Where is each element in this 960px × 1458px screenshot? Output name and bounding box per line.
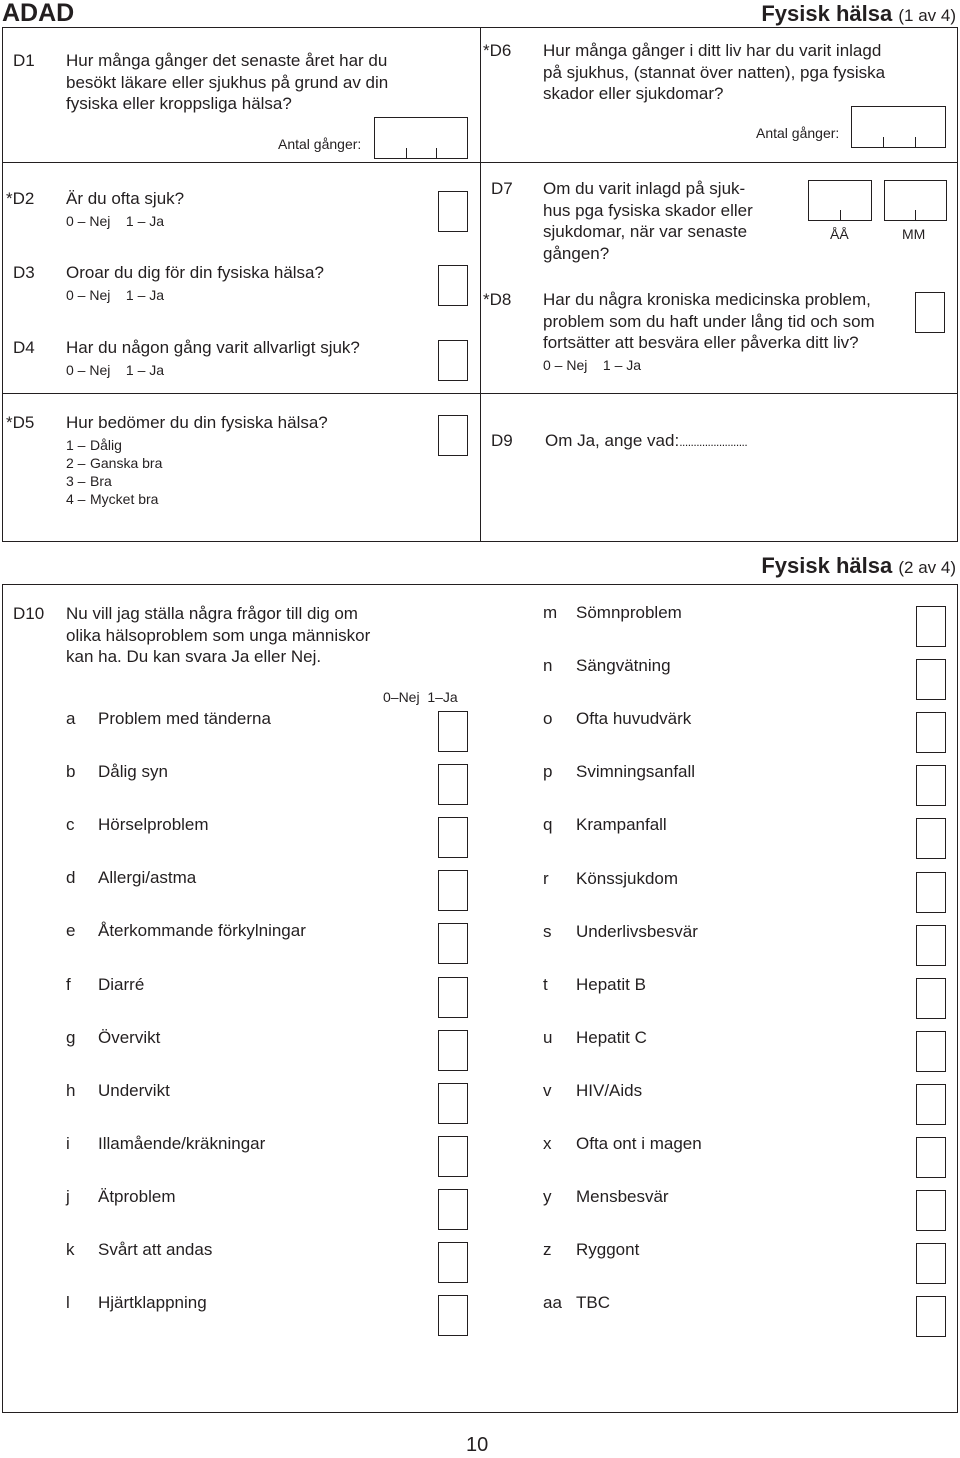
answer-box[interactable] — [916, 712, 946, 753]
digit-separator — [436, 148, 437, 158]
answer-box[interactable] — [438, 817, 468, 858]
answer-box[interactable] — [438, 764, 468, 805]
question-id: D4 — [13, 338, 35, 357]
answer-box-d5[interactable] — [438, 415, 468, 456]
item-letter: f — [66, 974, 71, 994]
answer-box-d4[interactable] — [438, 340, 468, 381]
answer-box[interactable] — [916, 1084, 946, 1125]
item-letter: i — [66, 1133, 70, 1153]
answer-box-d8[interactable] — [915, 292, 945, 333]
section-page-indicator: (1 av 4) — [898, 6, 956, 25]
answer-options: 0 – Nej 1 – Ja — [66, 362, 165, 378]
item-letter: k — [66, 1240, 75, 1259]
question-id: D1 — [13, 51, 35, 70]
item-label: TBC — [576, 1293, 610, 1313]
page-number: 10 — [466, 1434, 489, 1456]
item-label: Svårt att andas — [98, 1240, 213, 1259]
item-label: Hepatit B — [576, 974, 646, 994]
item-letter: r — [543, 868, 549, 888]
answer-box[interactable] — [438, 711, 468, 752]
answer-options: 0 – Nej 1 – Ja — [543, 357, 642, 373]
question-text: Nu vill jag ställa några frågor till dig om olika hälsoproblem som unga människor kan ha. Du kan svara Ja eller Nej. — [66, 604, 371, 666]
item-letter: n — [543, 656, 553, 676]
question-text: Har du några kroniska medicinska problem, problem som du haft under lång tid och som fortsätter att besvära eller påverka ditt liv? — [543, 290, 875, 352]
question-id: D3 — [13, 263, 35, 282]
question-text: Hur många gånger det senaste året har du besökt läkare eller sjukhus på grund av din fysiska eller kroppsliga hälsa? — [66, 51, 389, 113]
answer-box[interactable] — [916, 765, 946, 806]
item-letter: h — [66, 1080, 76, 1100]
item-label: Problem med tänderna — [98, 709, 271, 728]
item-letter: y — [543, 1187, 552, 1207]
item-label: Underlivsbesvär — [576, 921, 698, 941]
count-label: Antal gånger: — [756, 125, 840, 141]
answer-box[interactable] — [916, 1243, 946, 1284]
answer-options-list — [66, 436, 162, 508]
answer-box[interactable] — [916, 978, 946, 1019]
answer-box[interactable] — [916, 925, 946, 966]
column-divider — [480, 27, 481, 542]
item-label: Dålig syn — [98, 762, 168, 782]
item-label: Hörselproblem — [98, 815, 209, 835]
section-title: Fysisk hälsa — [761, 1, 893, 26]
digit-separator — [915, 137, 916, 147]
digit-separator — [406, 148, 407, 158]
item-letter: d — [66, 868, 76, 888]
item-label: Svimningsanfall — [576, 762, 696, 782]
row-divider — [2, 162, 958, 163]
option-2: 2 – Ganska bra — [66, 455, 163, 471]
question-text: Om du varit inlagd på sjuk- hus pga fysiska skador eller sjukdomar, när var senaste gången? — [543, 179, 753, 263]
item-letter: aa — [543, 1293, 562, 1313]
option-3: 3 – Bra — [66, 473, 112, 489]
question-id: D10 — [13, 604, 45, 623]
digit-separator — [840, 210, 841, 220]
answer-box[interactable] — [438, 977, 468, 1018]
answer-box-d2[interactable] — [438, 191, 468, 232]
answer-options: 0 – Nej 1 – Ja — [66, 213, 165, 229]
item-label: Återkommande förkylningar — [98, 921, 306, 941]
answer-box[interactable] — [916, 818, 946, 859]
item-letter: j — [66, 1186, 70, 1206]
item-label: Ofta huvudvärk — [576, 709, 692, 729]
section-page-indicator: (2 av 4) — [898, 558, 956, 577]
question-text: Oroar du dig för din fysiska hälsa? — [66, 263, 324, 282]
item-label: Könssjukdom — [576, 868, 679, 888]
option-4: 4 – Mycket bra — [66, 491, 159, 507]
question-id: D7 — [491, 179, 513, 198]
count-input-box[interactable] — [374, 117, 468, 159]
item-label: Krampanfall — [576, 815, 667, 835]
row-divider — [2, 393, 958, 394]
item-label: Hjärtklappning — [98, 1293, 207, 1313]
question-id: *D6 — [483, 41, 512, 60]
fill-in-dots[interactable]: ........................ — [679, 435, 748, 449]
item-letter: q — [543, 815, 553, 835]
item-label: HIV/Aids — [576, 1080, 643, 1100]
digit-separator — [915, 210, 916, 220]
question-text: Hur många gånger i ditt liv har du varit inlagd på sjukhus, (stannat över natten), pga fysiska skador eller sjukdomar? — [543, 41, 886, 103]
item-label: Illamående/kräkningar — [98, 1133, 266, 1153]
answer-box[interactable] — [916, 1137, 946, 1178]
answer-box[interactable] — [438, 1295, 468, 1336]
answer-box[interactable] — [916, 1031, 946, 1072]
item-label: Ofta ont i magen — [576, 1134, 702, 1153]
option-1: 1 – Dålig — [66, 437, 122, 453]
question-id: *D2 — [6, 189, 35, 208]
item-letter: u — [543, 1027, 553, 1047]
item-letter: z — [543, 1240, 552, 1260]
item-label: Övervikt — [98, 1027, 161, 1047]
item-label: Sömnproblem — [576, 603, 682, 622]
item-label: Hepatit C — [576, 1027, 647, 1047]
answer-box[interactable] — [438, 1083, 468, 1124]
question-text: Är du ofta sjuk? — [66, 189, 185, 208]
item-letter: t — [543, 974, 548, 994]
answer-box[interactable] — [916, 659, 946, 700]
answer-box-d3[interactable] — [438, 265, 468, 306]
item-letter: e — [66, 921, 76, 941]
item-letter: s — [543, 921, 552, 941]
answer-box[interactable] — [438, 1189, 468, 1230]
item-letter: p — [543, 762, 553, 782]
answer-box[interactable] — [438, 1030, 468, 1071]
item-letter: c — [66, 815, 75, 835]
item-letter: x — [543, 1134, 552, 1153]
question-id: *D8 — [483, 290, 512, 309]
year-input-box[interactable] — [808, 180, 872, 221]
year-label: ÅÅ — [830, 226, 849, 242]
question-id: *D5 — [6, 413, 35, 432]
answer-box[interactable] — [438, 870, 468, 911]
item-letter: b — [66, 762, 76, 782]
item-label: Undervikt — [98, 1080, 170, 1100]
item-label: Sängvätning — [576, 656, 671, 676]
answer-options: 0 – Nej 1 – Ja — [66, 287, 165, 303]
section-title: Fysisk hälsa — [761, 553, 893, 578]
item-letter: v — [543, 1080, 552, 1100]
question-text: Har du någon gång varit allvarligt sjuk? — [66, 338, 360, 357]
item-letter: l — [66, 1293, 70, 1313]
answer-key: 0–Nej 1–Ja — [383, 689, 458, 705]
count-input-box[interactable] — [851, 106, 946, 148]
answer-box[interactable] — [916, 1296, 946, 1337]
item-label: Ryggont — [576, 1240, 640, 1260]
answer-box[interactable] — [916, 606, 946, 647]
item-letter: g — [66, 1027, 76, 1047]
item-label: Allergi/astma — [98, 868, 197, 888]
answer-box[interactable] — [916, 872, 946, 913]
question-id: D9 — [491, 431, 513, 450]
answer-box[interactable] — [438, 1136, 468, 1177]
answer-box[interactable] — [438, 1242, 468, 1283]
item-label: Ätproblem — [98, 1186, 176, 1206]
question-text: Om Ja, ange vad:........................ — [545, 431, 748, 450]
digit-separator — [883, 137, 884, 147]
question-text: Hur bedömer du din fysiska hälsa? — [66, 413, 328, 432]
brand-title: ADAD — [2, 0, 75, 27]
section-header-2 — [761, 553, 956, 581]
section-header-1 — [761, 1, 956, 29]
month-label: MM — [902, 226, 926, 242]
item-letter: m — [543, 603, 558, 622]
month-input-box[interactable] — [884, 180, 947, 221]
answer-box[interactable] — [916, 1190, 946, 1231]
answer-box[interactable] — [438, 923, 468, 964]
item-letter: a — [66, 709, 76, 728]
item-label: Diarré — [98, 974, 145, 994]
item-letter: o — [543, 709, 553, 729]
item-label: Mensbesvär — [576, 1187, 669, 1207]
count-label: Antal gånger: — [278, 136, 362, 152]
